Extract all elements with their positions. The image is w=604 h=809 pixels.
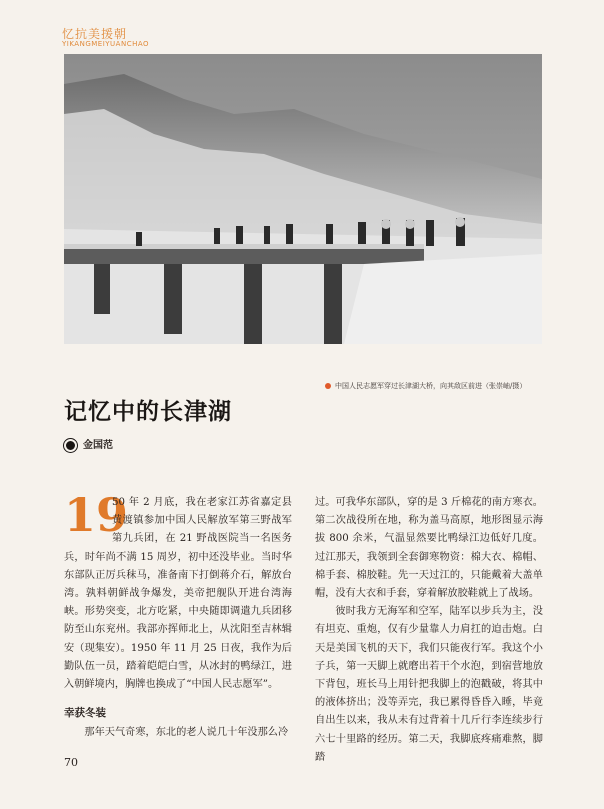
drop-cap: 19 [64,488,129,542]
section-tag: 忆抗美援朝 [62,27,128,41]
right-column [315,494,543,767]
paragraph: 彼时我方无海军和空军，陆军以步兵为主，没有坦克、重炮，仅有少量靠人力肩扛的迫击炮。白天是美国飞机的天下，我们只能夜行军。我这个小子兵，第一天脚上就磨出若干个水泡，到宿营地放下背包，班长马上用针把我脚上的泡戳破，将其中的液体挤出；没等弄完，我已累得昏昏入睡，毕竟自出生以来，我从未有过背着十几斤行李连续步行六七十里路的经历。第二天，我脚底疼痛难熬，脚踏 [315,606,543,763]
paragraph: 过。可我华东部队，穿的是 3 斤棉花的南方寒衣。第二次战役所在地，称为盖马高原，地形图显示海拔 800 余米，气温显然要比鸭绿江边低好几度。过江那天，我领到全套御寒物资：棉大衣、棉帽、棉手套、棉胶鞋。先一天过江的，只能戴着大盖单帽，没有大衣和手套，穿着解放胶鞋就上了战场。 [315,497,543,600]
article-title: 记忆中的长津湖 [64,398,232,425]
paragraph: 50 年 2 月底，我在老家江苏省嘉定县黄渡镇参加中国人民解放军第三野战军第九兵团，在 21 野战医院当一名医务兵，时年尚不满 15 周岁，初中还没毕业。当时华东部队正厉兵秣马，准备南下打倒蒋介石，解放台湾。孰料朝鲜战争爆发，美帝把舰队开进台湾海峡。形势突变，北方吃紧，中央随即调遣九兵团移防至山东兖州。我部亦挥师北上，从沈阳至吉林辑安（现集安）。1950 年 11 月 25 日夜，我作为后勤队伍一员，踏着皑皑白雪，从冰封的鸭绿江，进入朝鲜境内，胸牌也换成了“中国人民志愿军”。 [64,497,292,691]
caption-dot-icon [325,383,331,389]
author [64,436,113,452]
page-number: 70 [64,756,78,769]
photo-caption [325,381,545,391]
author-name: 金国范 [83,440,113,451]
section-pinyin: YIKANGMEIYUANCHAO [62,40,150,48]
author-bullet-icon [64,439,77,452]
bridge-photo [64,54,542,344]
left-column [64,488,292,743]
subheading: 幸获冬装 [64,707,106,720]
caption-text: 中国人民志愿军穿过长津湖大桥，向其敌区前进（张崇岫/摄） [335,382,527,390]
paragraph: 那年天气奇寒，东北的老人说几十年没那么冷 [84,727,289,739]
